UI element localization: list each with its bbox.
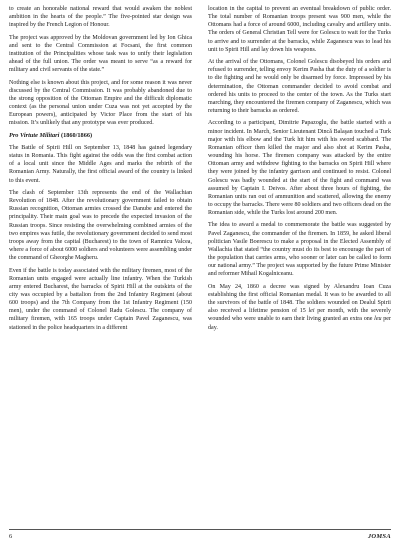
section-heading-title: Pro Virtute Militari — [9, 131, 60, 139]
paragraph-text: On May 24, 1860 a decree was signed by Alexandru Ioan Cuza establishing the first official Romanian medal. It was to be awarded to all the survivors of the battle of 1848. The soldiers wounded on Dealul Spirii also received a lifetime pension of 15 — [208, 283, 391, 315]
paragraph — [208, 283, 391, 332]
currency-term: lei — [308, 308, 315, 315]
section-heading-years: (1860/1866) — [60, 131, 93, 139]
paragraph: The idea to award a medal to commemorate the battle was suggested by Pavel Zaganescu, the commander of the firemen. In 1859, he asked liberal politician Vasile Boerescu to make a proposal in the Elected Assembly of Wallachia that stated “the country must do its best to encourage the part of the population that carries arms, who sooner or later can be called to form our national army.” The project was supported by the future Prime Minister and reformer Mihail Kogalniceanu. — [208, 222, 391, 278]
paragraph: The Battle of Spirii Hill on September 13, 1848 has gained legendary status in Romania. This fight against the odds was the first combat action of a local unit since the Middle Ages and marks the rebirth of the Romanian Army. Naturally, the first official award of the country is linked to this event. — [9, 144, 192, 184]
paragraph-text: per month, with the severely wounded who were unable to earn their living granted an extra one — [208, 308, 391, 323]
left-column — [9, 5, 192, 525]
paragraph: location in the capital to prevent an eventual breakdown of public order. The total number of Romanian troops present was 900 men, while the Ottomans had a force of around 6000, including cavalry and artillery units. The orders of General Christian Tell were for Golescu to wait for the Turks to arrive and to surrender at the barracks, while Zaganescu was to lead his unit to Spirii Hill and lay down his weapons. — [208, 6, 391, 53]
publication-name: JOMSA — [367, 533, 391, 540]
page-number: 6 — [9, 533, 13, 540]
paragraph: Even if the battle is today associated with the military firemen, most of the Romanian units engaged were actually line infantry. When the Turkish army entered Bucharest, the barracks of Spirii Hill at the outskirts of the city was occupied by a battalion from the 2nd Infantry Regiment (about 600 troops) and the 7th Company from the 1st Infantry Regiment (150 men), under the command of Colonel Radu Golescu. The company of military firemen, with 165 troops under Captain Pavel Zaganescu, was stationed in the police headquarters in a different — [9, 267, 192, 331]
paragraph: Nothing else is known about this project, and for some reason it was never discussed by the Central Commission. It was probably abandoned due to the strong opposition of the Ottoman Empire and the difficult diplomatic context (as the personal union under Cuza was not yet accepted by the European powers), anticipated by Victor Place from the start of his mission. It’s unlikely that any prototype was ever produced. — [9, 79, 192, 127]
paragraph: The project was approved by the Moldovan government led by Ion Ghica and sent to the Central Commission at Focsani, the first common institution of the Principalities whose task was to unify their legislation ahead of the full union. The order was meant to serve “as a reward for military and civil servants of the state.” — [9, 34, 192, 74]
paragraph-text: per day. — [208, 316, 391, 331]
currency-term: leu — [374, 316, 382, 323]
text-columns — [9, 5, 391, 525]
paragraph: According to a participant, Dimitrie Papazoglu, the battle started with a minor incident. In March, Senior Lieutenant Dincă Balaşan touched a Turk major with his elbow and the Turk hit him with his sword scabbard. The Romanian officer then killed the major and also shot at Kerim Pasha, wounding his horse. The firemen company was attacked by the entire Ottoman army and withdrew fighting to the barracks on Spirii Hill where they were joined by the infantry garrison and continued to resist. Colonel Golescu was badly wounded at the start of the fight and command was assumed by Captain I. Deivos. After about three hours of fighting, the Romanian units ran out of ammunition and scattered, allowing the enemy to occupy the barracks. There were 80 soldiers and two officers dead on the Romanian side, while the Turks lost around 200 men. — [208, 120, 391, 217]
paragraph: to create an honorable national reward that would awaken the noblest ambition in the hearts of the people.” The five-pointed star design was inspired by the French Legion of Honour. — [9, 6, 192, 29]
right-column — [208, 5, 391, 525]
page-footer — [9, 529, 391, 540]
section-heading — [9, 132, 192, 140]
paragraph: At the arrival of the Ottomans, Colonel Golescu disobeyed his orders and refused to surrender, telling envoy Kerim Pasha that the duty of a soldier is to die fighting and he would only be disarmed by force. Impressed by his determination, the Ottoman commander decided to avoid combat and ordered his units to proceed to the center of the town. As the Turks start marching, they encountered the firemen company of Zaganescu, which was returning to their barracks as ordered. — [208, 59, 391, 115]
paragraph: The clash of September 13th represents the end of the Wallachian Revolution of 1848. After the revolutionary government failed to obtain Russian recognition, Ottoman armies crossed the Danube and entered the principality. Their main goal was to precede the expected invasion of the Russian troops. Since resisting the overwhelming combined armies of the two empires was futile, the revolutionary government decided to send most troops away from the capital (Bucharest) to the town of Ramnicu Valcea, where a force of about 6000 soldiers and volunteers were assembling under the command of Gheorghe Magheru. — [9, 189, 192, 262]
